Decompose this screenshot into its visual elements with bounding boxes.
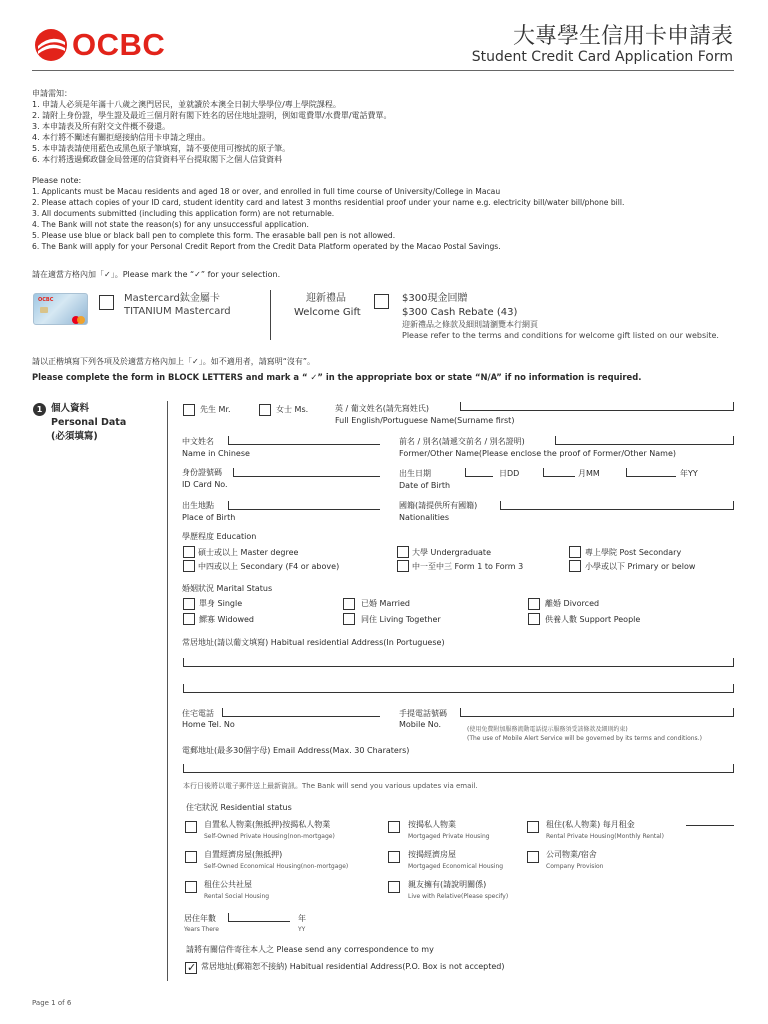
residential-option-en: Self-Owned Private Housing(non-mortgage) bbox=[204, 833, 335, 840]
years-unit-zh: 年 bbox=[298, 914, 306, 923]
home-tel-label-zh: 住宅電話 bbox=[182, 709, 214, 718]
residential-option-en: Mortgaged Private Housing bbox=[408, 833, 490, 840]
home-tel-input[interactable] bbox=[222, 708, 380, 717]
email-note: 本行日後將以電子郵件送上最新資訊。The Bank will send you various updates via email. bbox=[183, 782, 478, 790]
address-input-line-2[interactable] bbox=[183, 684, 734, 693]
section-vertical-rule bbox=[167, 401, 168, 981]
chinese-name-label-en: Name in Chinese bbox=[182, 449, 250, 458]
residential-label: 住宅狀況 Residential status bbox=[186, 803, 292, 812]
section-number-badge bbox=[33, 403, 46, 416]
residential-checkbox[interactable] bbox=[185, 851, 197, 863]
residential-option-zh: 自置私人物業(無抵押)按揭私人物業 bbox=[204, 820, 331, 829]
residential-option-zh: 按揭經濟房屋 bbox=[408, 850, 456, 859]
page-number: Page 1 of 6 bbox=[32, 999, 72, 1007]
residential-checkbox[interactable] bbox=[388, 821, 400, 833]
correspondence-label: 請將有關信件寄往本人之 Please send any correspondence to my bbox=[186, 945, 434, 954]
education-checkbox[interactable] bbox=[183, 546, 195, 558]
education-checkbox[interactable] bbox=[569, 560, 581, 572]
pob-label-en: Place of Birth bbox=[182, 513, 236, 522]
address-label: 常居地址(請以葡文填寫) Habitual residential Address(In Portuguese) bbox=[182, 638, 445, 647]
home-tel-label-en: Home Tel. No bbox=[182, 720, 235, 729]
checkmark-icon: ✓ bbox=[187, 961, 197, 974]
marital-option: 鰥寡 Widowed bbox=[199, 615, 255, 624]
residential-option-zh: 按揭私人物業 bbox=[408, 820, 456, 829]
marital-option: 同住 Living Together bbox=[361, 615, 441, 624]
gift-terms-zh: 迎新禮品之條款及細則請瀏覽本行網頁 bbox=[402, 320, 538, 329]
id-label-zh: 身份證號碼 bbox=[182, 468, 222, 477]
notes-en-item: 5. Please use blue or black ball pen to complete this form. The erasable ball pen is not allowed. bbox=[32, 231, 396, 240]
marital-checkbox[interactable] bbox=[343, 598, 355, 610]
former-name-input[interactable] bbox=[555, 436, 734, 445]
header-divider bbox=[32, 70, 734, 71]
card-name-zh: Mastercard鈦金屬卡 bbox=[124, 293, 220, 304]
residential-option-en: Rental Social Housing bbox=[204, 893, 270, 900]
education-checkbox[interactable] bbox=[397, 546, 409, 558]
section-number: 1 bbox=[36, 405, 43, 414]
card-image bbox=[33, 293, 88, 325]
mr-label: 先生 Mr. bbox=[200, 405, 231, 414]
dob-year-label: 年YY bbox=[680, 469, 698, 478]
id-label-en: ID Card No. bbox=[182, 480, 228, 489]
notes-en-item: 2. Please attach copies of your ID card, student identity card and latest 3 months residential proof under your name e.g. electricity bill/water bill/phone bill. bbox=[32, 198, 625, 207]
ocbc-sail-icon bbox=[32, 26, 70, 64]
cash-rebate-checkbox[interactable] bbox=[374, 294, 389, 309]
notes-zh-heading: 申請需知： bbox=[32, 89, 72, 98]
residential-checkbox[interactable] bbox=[185, 821, 197, 833]
correspondence-checkbox[interactable] bbox=[185, 962, 197, 974]
residential-option-zh: 租住公共社屋 bbox=[204, 880, 252, 889]
titanium-card-checkbox[interactable] bbox=[99, 295, 114, 310]
education-label: 學歷程度 Education bbox=[182, 532, 257, 541]
notes-zh-item: 1. 申請人必須是年滿十八歲之澳門居民，並就讀於本澳全日制大學學位/專上學院課程。 bbox=[32, 100, 341, 109]
notes-en-item: 1. Applicants must be Macau residents and aged 18 or over, and enrolled in full time course of University/College in Macau bbox=[32, 187, 501, 196]
correspondence-option: 常居地址(郵箱恕不接納) Habitual residential Address(P.O. Box is not accepted) bbox=[201, 962, 505, 971]
residential-option-en: Live with Relative(Please specify) bbox=[408, 893, 509, 900]
notes-zh-item: 4. 本行將不闡述有關拒絕接納信用卡申請之理由。 bbox=[32, 133, 211, 142]
card-brand: OCBC bbox=[38, 297, 54, 303]
dob-day-input[interactable] bbox=[465, 468, 493, 477]
mobile-input[interactable] bbox=[460, 708, 734, 717]
dob-month-input[interactable] bbox=[543, 468, 575, 477]
mr-checkbox[interactable] bbox=[183, 404, 195, 416]
education-option: 中四或以上 Secondary (F4 or above) bbox=[198, 562, 340, 571]
residential-option-en: Company Provision bbox=[546, 863, 604, 870]
mobile-label-zh: 手提電話號碼 bbox=[399, 709, 447, 718]
marital-option: 離婚 Divorced bbox=[545, 599, 600, 608]
notes-en-item: 3. All documents submitted (including this application form) are not returnable. bbox=[32, 209, 335, 218]
years-there-label-en: Years There bbox=[184, 926, 219, 933]
section-title-en: Personal Data bbox=[51, 417, 127, 428]
residential-checkbox[interactable] bbox=[185, 881, 197, 893]
education-option: 專上學院 Post Secondary bbox=[585, 548, 682, 557]
ms-label: 女士 Ms. bbox=[276, 405, 309, 414]
residential-option-en: Rental Private Housing(Monthly Rental) bbox=[546, 833, 664, 840]
notes-en-item: 6. The Bank will apply for your Personal Credit Report from the Credit Data Platform operated by the Macao Postal Savings. bbox=[32, 242, 501, 251]
notes-zh-item: 2. 請附上身份證，學生證及最近三個月附有閣下姓名的居住地址證明，例如電費單/水費單/電話費單。 bbox=[32, 111, 392, 120]
gift-terms-en: Please refer to the terms and conditions for welcome gift listed on our website. bbox=[402, 331, 719, 340]
email-label: 電郵地址(最多30個字母) Email Address(Max. 30 Charaters) bbox=[182, 746, 410, 755]
residential-option-zh: 自置經濟房屋(無抵押) bbox=[204, 850, 283, 859]
block-instruction-zh: 請以正楷填寫下列各項及於適當方格內加上「✓」。如不適用者，請寫明“沒有”。 bbox=[32, 357, 315, 366]
address-input-line-1[interactable] bbox=[183, 658, 734, 667]
nationality-label-en: Nationalities bbox=[399, 513, 450, 522]
block-instruction-en: Please complete the form in BLOCK LETTERS and mark a “ ✓” in the appropriate box or state “N/A” if no information is required. bbox=[32, 372, 642, 382]
mobile-label-en: Mobile No. bbox=[399, 720, 442, 729]
chinese-name-label-zh: 中文姓名 bbox=[182, 437, 214, 446]
mastercard-logo-icon bbox=[72, 316, 86, 324]
chinese-name-input[interactable] bbox=[228, 436, 380, 445]
marital-option: 已婚 Married bbox=[361, 599, 411, 608]
residential-option-zh: 親友擁有(請說明關係) bbox=[408, 880, 487, 889]
dob-label-zh: 出生日期 bbox=[399, 469, 431, 478]
education-checkbox[interactable] bbox=[183, 560, 195, 572]
brand-name: OCBC bbox=[72, 27, 166, 62]
mobile-note-zh: (使用免費附加服務流動電話提示服務須受該條款及細則約束) bbox=[467, 726, 628, 733]
ms-checkbox[interactable] bbox=[259, 404, 271, 416]
mobile-note-en: (The use of Mobile Alert Service will be governed by its terms and conditions.) bbox=[467, 735, 702, 742]
former-name-label-en: Former/Other Name(Please enclose the proof of Former/Other Name) bbox=[399, 449, 676, 458]
former-name-label-zh: 前名 / 別名(請遞交前名 / 別名證明) bbox=[399, 437, 525, 446]
dob-year-input[interactable] bbox=[626, 468, 676, 477]
section-title-zh: 個人資料 bbox=[51, 403, 90, 414]
card-chip-icon bbox=[40, 307, 48, 313]
nationality-label-zh: 國籍(請提供所有國籍) bbox=[399, 501, 478, 510]
residential-option-en: Self-Owned Economical Housing(non-mortgage) bbox=[204, 863, 349, 870]
residential-checkbox[interactable] bbox=[527, 851, 539, 863]
fullname-label-en: Full English/Portuguese Name(Surname first) bbox=[335, 416, 515, 425]
form-title-zh: 大專學生信用卡申請表 bbox=[512, 24, 733, 49]
selection-divider bbox=[270, 290, 271, 340]
monthly-rental-input[interactable] bbox=[686, 817, 734, 826]
id-input[interactable] bbox=[233, 468, 380, 477]
marital-checkbox[interactable] bbox=[528, 613, 540, 625]
education-option: 小學或以下 Primary or below bbox=[585, 562, 696, 571]
notes-en-heading: Please note: bbox=[32, 176, 82, 185]
marital-checkbox[interactable] bbox=[343, 613, 355, 625]
email-input[interactable] bbox=[183, 764, 734, 773]
residential-option-zh: 公司物業/宿舍 bbox=[546, 850, 597, 859]
select-instruction: 請在適當方格內加「✓」。Please mark the “✓” for your selection. bbox=[32, 270, 281, 279]
welcome-gift-label-zh: 迎新禮品 bbox=[306, 293, 346, 304]
years-there-label-zh: 居住年數 bbox=[184, 914, 216, 923]
pob-input[interactable] bbox=[228, 501, 380, 510]
notes-zh-item: 5. 本申請表請使用藍色或黑色原子筆填寫，請不要使用可擦拭的原子筆。 bbox=[32, 144, 291, 153]
residential-checkbox[interactable] bbox=[388, 881, 400, 893]
cash-rebate-zh: $300現金回贈 bbox=[402, 293, 468, 304]
welcome-gift-label-en: Welcome Gift bbox=[294, 307, 361, 318]
residential-option-en: Mortgaged Economical Housing bbox=[408, 863, 504, 870]
notes-zh-item: 6. 本行將透過郵政儲金局營運的信貸資料平台提取閣下之個人信貸資料 bbox=[32, 155, 283, 164]
nationality-input[interactable] bbox=[500, 501, 734, 510]
dob-day-label: 日DD bbox=[499, 469, 520, 478]
fullname-input[interactable] bbox=[460, 402, 734, 411]
section-required: (必須填寫) bbox=[51, 431, 98, 442]
education-checkbox[interactable] bbox=[569, 546, 581, 558]
marital-checkbox[interactable] bbox=[183, 613, 195, 625]
marital-checkbox[interactable] bbox=[528, 598, 540, 610]
residential-checkbox[interactable] bbox=[388, 851, 400, 863]
marital-option: 供養人數 Support People bbox=[545, 615, 641, 624]
years-unit-en: YY bbox=[298, 926, 306, 933]
marital-label: 婚姻狀況 Marital Status bbox=[182, 584, 273, 593]
education-option: 中一至中三 Form 1 to Form 3 bbox=[412, 562, 524, 571]
marital-checkbox[interactable] bbox=[183, 598, 195, 610]
residential-option-zh: 租住(私人物業) 每月租金 bbox=[546, 820, 635, 829]
years-there-input[interactable] bbox=[228, 913, 290, 922]
card-name-en: TITANIUM Mastercard bbox=[124, 306, 231, 317]
fullname-label-zh: 英 / 葡文姓名(請先寫姓氏) bbox=[335, 404, 430, 413]
form-title-en: Student Credit Card Application Form bbox=[471, 49, 733, 65]
dob-label-en: Date of Birth bbox=[399, 481, 451, 490]
ocbc-logo bbox=[32, 26, 174, 64]
notes-en-item: 4. The Bank will not state the reason(s) for any unsuccessful application. bbox=[32, 220, 309, 229]
cash-rebate-en: $300 Cash Rebate (43) bbox=[402, 307, 518, 318]
education-checkbox[interactable] bbox=[397, 560, 409, 572]
marital-option: 單身 Single bbox=[199, 599, 243, 608]
education-option: 碩士或以上 Master degree bbox=[198, 548, 299, 557]
dob-month-label: 月MM bbox=[578, 469, 600, 478]
notes-zh-item: 3. 本申請表及所有附交文件概不發還。 bbox=[32, 122, 171, 131]
pob-label-zh: 出生地點 bbox=[182, 501, 214, 510]
residential-checkbox[interactable] bbox=[527, 821, 539, 833]
education-option: 大學 Undergraduate bbox=[412, 548, 491, 557]
